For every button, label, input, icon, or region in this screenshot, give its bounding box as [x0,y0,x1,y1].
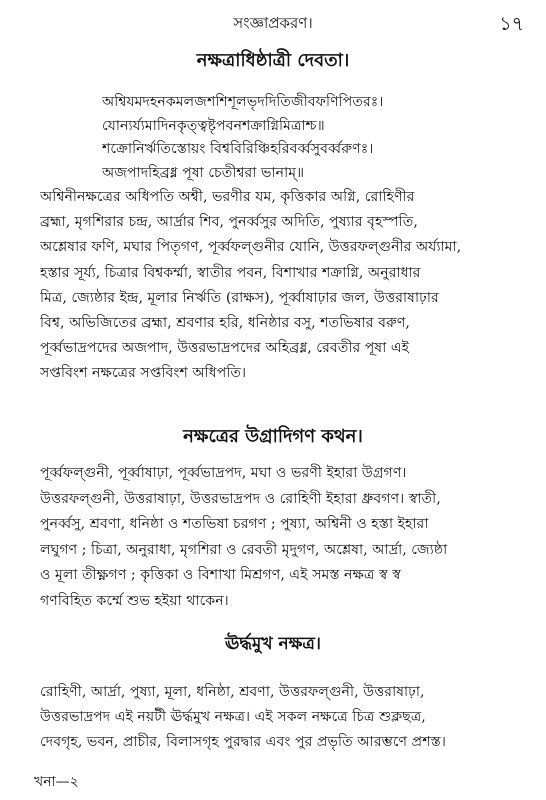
paragraph-line: পূর্ব্বফল্গুনী, পূর্ব্বাষাঢ়া, পূর্ব্বভাদ্রপদ, মঘা ও ভরণী ইহারা উগ্রগণ। [40,465,407,481]
section-heading-urdhvamukh: ঊর্দ্ধমুখ নক্ষত্র। [225,634,321,654]
paragraph-line: হস্তার সূর্য্য, চিত্রার বিশ্বকর্ম্মা, স্বাতীর পবন, বিশাখার শক্রাগ্নি, অনুরাধার [40,264,421,281]
paragraph-line: ব্রহ্মা, মৃগশিরার চন্দ্র, আর্দ্রার শিব, পুনর্ব্বসুর অদিতি, পুষ্যার বৃহস্পতি, [40,214,418,231]
deities-paragraph [40,185,540,387]
urdhvamukh-paragraph [40,680,540,756]
page-number: ১৭ [499,13,524,35]
paragraph-line: অশ্লেষার ফণি, মঘার পিতৃগণ, পূর্ব্বফল্গুনীর যোনি, উত্তরফল্গুনীর অর্য্যামা, [40,239,462,256]
verse-line: অজপাদহিব্রধ্ন পূষা চেতীশ্বরা ভানাম্॥ [102,164,305,181]
sanskrit-verse [102,91,532,185]
paragraph-line: পুনর্ব্বসু, শ্রবণা, ধনিষ্ঠা ও শতভিষা চরগণ ; পুষ্যা, অশ্বিনী ও হস্তা ইহারা [40,516,429,533]
verse-line: যোন্যর্য্যমাদিনকৃত্ত্বষ্টৃপবনশক্রাগ্নিমিত্রাশ্চ॥ [102,117,325,134]
section-heading-ugra-gana: নক্ষত্রের উগ্রাদিগণ কথন। [183,426,363,447]
paragraph-line: লঘুগণ ; চিত্রা, অনুরাধা, মৃগশিরা ও রেবতী মৃদুগণ, অশ্লেষা, আর্দ্রা, জ্যেষ্ঠা [40,541,448,558]
paragraph-line: উত্তরভাদ্রপদ এই নয়টী ঊর্দ্ধমুখ নক্ষত্র। এই সকল নক্ষত্রে চিত্র শুক্লছত্র, [40,709,426,726]
gana-paragraph [40,461,540,615]
paragraph-line: সপ্তবিংশ নক্ষত্রের সপ্তবিংশ অধিপতি। [40,365,247,382]
paragraph-line: গণবিহিত কর্ম্মে শুভ হইয়া থাকেন। [40,592,229,609]
signature-mark: খনা—২ [34,774,79,790]
verse-line: শক্রোনির্ঋতিস্তোয়ং বিশ্ববিরিঞ্চিহরিবর্ব্বসুবর্ব্বরুণঃ। [102,141,374,157]
paragraph-line: উত্তরফল্গুনী, উত্তরাষাঢ়া, উত্তরভাদ্রপদ ও রোহিণী ইহারা ধ্রুবগণ। স্বাতী, [40,490,441,507]
paragraph-line: পূর্ব্বভাদ্রপদের অজপাদ, উত্তরভাদ্রপদের অহিব্রধ্ন, রেবতীর পূষা এই [40,340,410,357]
paragraph-line: রোহিণী, আর্দ্রা, পুষ্যা, মূলা, ধনিষ্ঠা, শ্রবণা, উত্তরফল্গুনী, উত্তরাষাঢ়া, [40,684,425,700]
verse-line: অশ্বিযমদহনকমলজশশিশূলভৃদদিতিজীবফণিপিতরঃ। [102,94,384,110]
paragraph-line: বিশ্ব, অভিজিতের ব্রহ্মা, শ্রবণার হরি, ধনিষ্ঠার বসু, শতভিষার বরুণ, [40,315,410,332]
running-header: সংজ্ঞাপ্রকরণ। [233,14,313,32]
paragraph-line: দেবগৃহ, ভবন, প্রাচীর, বিলাসগৃহ পুরদ্বার এবং পুর প্রভৃতি আরম্ভণে প্রশস্ত। [40,734,446,751]
paragraph-line: মিত্র, জ্যেষ্ঠার ইন্দ্র, মূলার নির্ঋতি (রাক্ষস), পূর্ব্বাষাঢ়ার জল, উত্তরাষাঢ়ার [40,289,439,306]
paragraph-line: ও মূলা তীক্ষ্ণগণ ; কৃত্তিকা ও বিশাখা মিশ্রগণ, এই সমস্ত নক্ষত্র স্ব স্ব [40,567,401,584]
section-heading-nakshatra-deities: নক্ষত্রাধিষ্ঠাত্রী দেবতা। [196,50,350,71]
paragraph-line: অশ্বিনীনক্ষত্রের অধিপতি অশ্বী, ভরণীর যম, কৃত্তিকার অগ্নি, রোহিণীর [40,189,415,205]
